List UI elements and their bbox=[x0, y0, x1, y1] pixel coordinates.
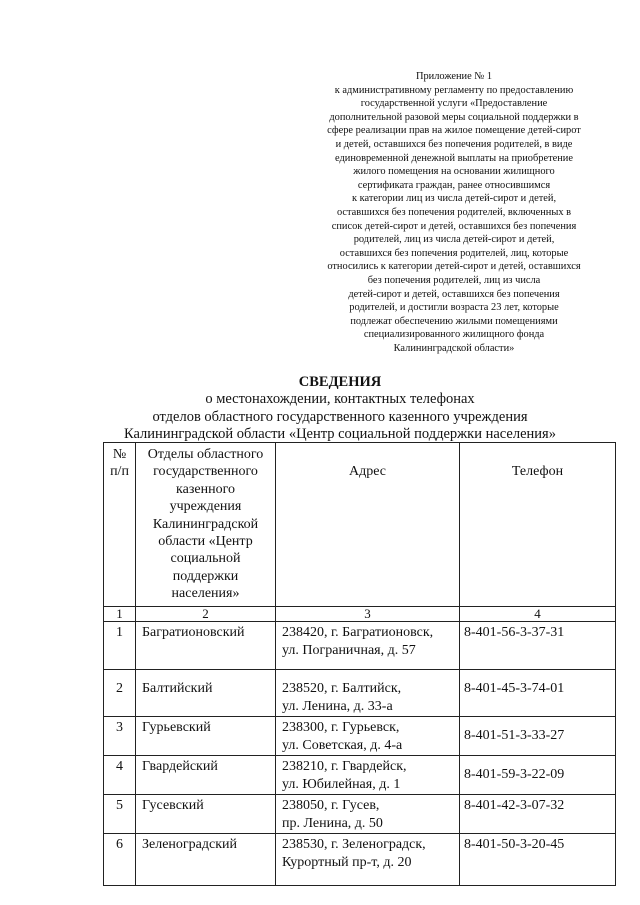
document-subtitle-line: о местонахождении, контактных телефонах bbox=[205, 391, 475, 407]
row-num: 1 bbox=[104, 621, 136, 669]
appendix-line: специализированного жилищного фонда bbox=[363, 329, 545, 341]
row-phone: 8-401-59-3-22-09 bbox=[460, 755, 616, 794]
row-num: 5 bbox=[104, 794, 136, 833]
appendix-line: к категории лиц из числа детей-сирот и детей, bbox=[351, 193, 557, 205]
header-num: № п/п bbox=[104, 443, 136, 607]
table-row bbox=[104, 621, 616, 669]
appendix-line: сфере реализации прав на жилое помещение детей-сирот bbox=[327, 125, 581, 137]
row-department: Гусевский bbox=[136, 794, 276, 833]
appendix-line: список детей-сирот и детей, оставшихся без попечения bbox=[331, 220, 577, 232]
row-address: 238530, г. Зеленоградск, Курортный пр-т, д. 20 bbox=[276, 833, 460, 885]
row-num: 2 bbox=[104, 669, 136, 716]
appendix-line: без попечения родителей, лиц из числа bbox=[367, 274, 541, 286]
document-subtitle-line: отделов областного государственного казенного учреждения bbox=[152, 408, 528, 425]
row-num: 4 bbox=[104, 755, 136, 794]
column-number: 1 bbox=[104, 606, 136, 621]
column-number: 2 bbox=[136, 606, 276, 621]
row-department: Гурьевский bbox=[136, 716, 276, 755]
row-department: Балтийский bbox=[136, 669, 276, 716]
document-title: СВЕДЕНИЯ bbox=[298, 374, 382, 390]
table-header-row bbox=[104, 443, 616, 607]
appendix-line: Калининградской области» bbox=[393, 342, 515, 354]
appendix-line: единовременной денежной выплаты на приобретение bbox=[335, 152, 573, 164]
appendix-line: жилого помещения на основании жилищного bbox=[353, 166, 555, 178]
appendix-line: детей-сирот и детей, оставшихся без попечения bbox=[348, 288, 560, 300]
appendix-line: родителей, лиц из числа детей-сирот и детей, bbox=[353, 234, 555, 246]
header-department: Отделы областного государственного казенного учреждения Калининградской области «Центр социальной поддержки населения» bbox=[136, 443, 276, 607]
departments-table bbox=[103, 442, 616, 886]
row-address: 238300, г. Гурьевск, ул. Советская, д. 4-а bbox=[276, 716, 460, 755]
column-number: 4 bbox=[460, 606, 616, 621]
appendix-line: относились к категории детей-сирот и детей, оставшихся bbox=[327, 261, 581, 273]
row-address: 238520, г. Балтийск, ул. Ленина, д. 33-а bbox=[276, 669, 460, 716]
row-address: 238210, г. Гвардейск, ул. Юбилейная, д. 1 bbox=[276, 755, 460, 794]
appendix-line: оставшихся без попечения родителей, включенных в bbox=[336, 206, 572, 218]
appendix-block bbox=[296, 70, 612, 355]
appendix-line: государственной услуги «Предоставление bbox=[360, 98, 548, 110]
row-department: Гвардейский bbox=[136, 755, 276, 794]
table-row bbox=[104, 755, 616, 794]
document-subtitle-line: Калининградской области «Центр социальной поддержки населения» bbox=[124, 426, 556, 442]
appendix-line: подлежат обеспечению жилыми помещениями bbox=[350, 315, 558, 327]
row-phone: 8-401-51-3-33-27 bbox=[460, 716, 616, 755]
row-num: 3 bbox=[104, 716, 136, 755]
table-row bbox=[104, 716, 616, 755]
appendix-line: родителей, и достигли возраста 23 лет, которые bbox=[349, 302, 559, 314]
table-row bbox=[104, 669, 616, 716]
table-row bbox=[104, 794, 616, 833]
column-number: 3 bbox=[276, 606, 460, 621]
appendix-title: Приложение № 1 bbox=[415, 71, 493, 82]
column-number-row bbox=[104, 606, 616, 621]
appendix-line: сертификата граждан, ранее относившимся bbox=[357, 179, 551, 191]
row-address: 238050, г. Гусев, пр. Ленина, д. 50 bbox=[276, 794, 460, 833]
row-department: Зеленоградский bbox=[136, 833, 276, 885]
row-department: Багратионовский bbox=[136, 621, 276, 669]
row-phone: 8-401-50-3-20-45 bbox=[460, 833, 616, 885]
appendix-line: к административному регламенту по предоставлению bbox=[334, 84, 574, 96]
appendix-line: оставшихся без попечения родителей, лиц, которые bbox=[339, 247, 569, 259]
row-phone: 8-401-42-3-07-32 bbox=[460, 794, 616, 833]
document-heading bbox=[100, 373, 580, 444]
table-row bbox=[104, 833, 616, 885]
header-phone: Телефон bbox=[460, 443, 616, 607]
row-phone: 8-401-45-3-74-01 bbox=[460, 669, 616, 716]
row-address: 238420, г. Багратионовск, ул. Пограничная, д. 57 bbox=[276, 621, 460, 669]
appendix-line: и детей, оставшихся без попечения родителей, в виде bbox=[335, 138, 573, 150]
appendix-line: дополнительной разовой меры социальной поддержки в bbox=[329, 111, 579, 123]
row-num: 6 bbox=[104, 833, 136, 885]
header-address: Адрес bbox=[276, 443, 460, 607]
row-phone: 8-401-56-3-37-31 bbox=[460, 621, 616, 669]
